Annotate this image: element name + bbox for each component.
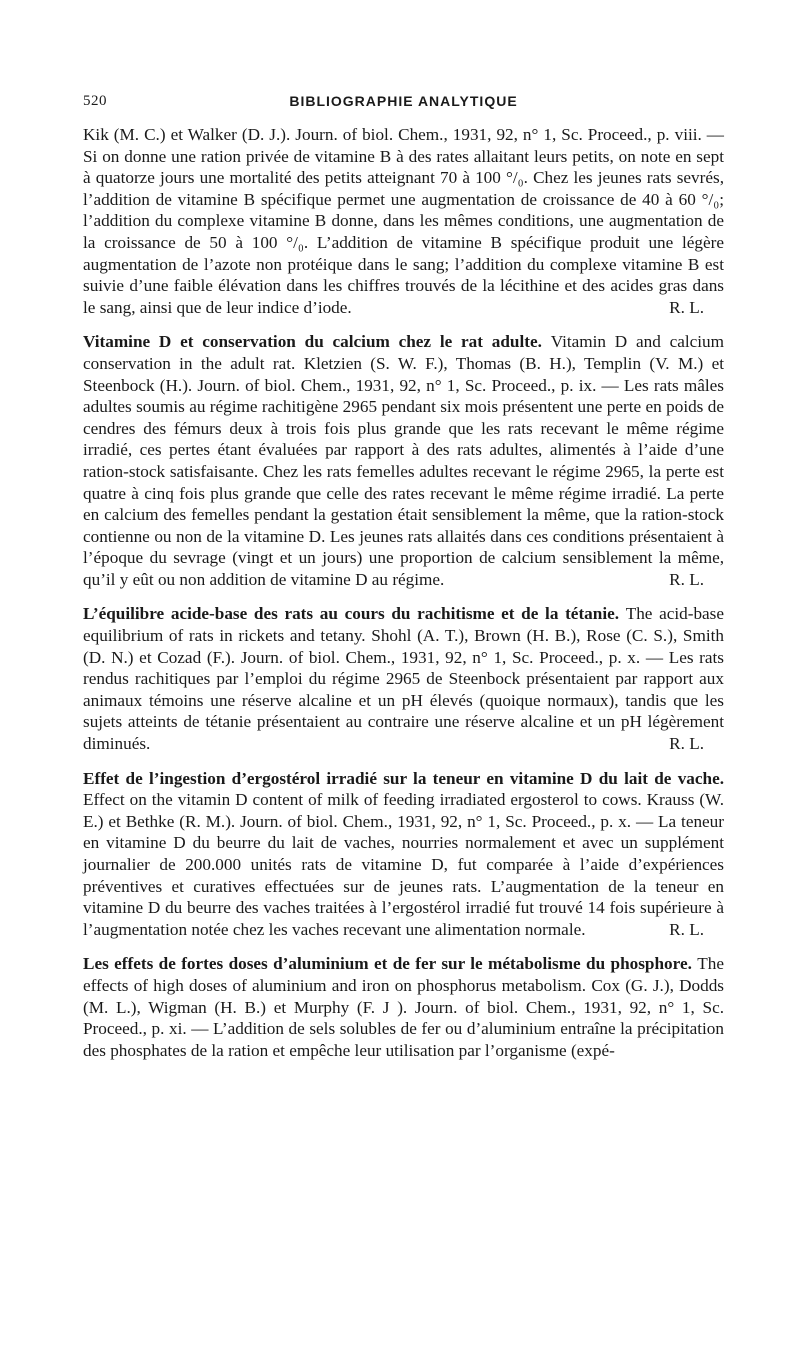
entry-title: L’équilibre acide-base des rats au cours du rachitisme et de la tétanie. [83, 604, 626, 624]
page [83, 0, 724, 1348]
running-header [83, 93, 724, 115]
entry-initials: R. L. [669, 734, 704, 754]
entry-initials: R. L. [669, 297, 704, 317]
abstract-entry [83, 953, 724, 1061]
entry-text: The effects of high doses of aluminium and iron on phosphorus metabolism. Cox (G. J.), Dodds (M. L.), Wigman (H. B.) et Murphy (F. J ). Journ. of biol. Chem., 1931, 92, n° 1, Sc. Proceed., p. xi. — L’addition de sels solubles de fer ou d’aluminium entraîne la précipitation des phosphates de la ration et empêche leur utilisation par l’organisme (expé- [83, 954, 724, 1060]
entry-text: Vitamin D and calcium conservation in the adult rat. Kletzien (S. W. F.), Thomas (B. H.), Templin (V. M.) et Steenbock (H.). Journ. of biol. Chem., 1931, 92, n° 1, Sc. Proceed., p. ix. — Les rats mâles adultes soumis au régime rachitigène 2965 pendant six mois présentent une perte en poids de cendres des fémurs deux à trois fois plus grande que les rats recevant le même régime irradié, ces pertes étant évaluées par rapport à des rats adultes, alimentés à l’aide d’une ration-stock satisfaisante. Chez les rats femelles adultes recevant le régime 2965, la perte est quatre à cinq fois plus grande que celle des rates recevant le même régime irradié. La perte en calcium des femelles pendant la gestation était sensiblement la même, que la ration-stock contienne ou non de la vitamine D. Les jeunes rats allaités dans ces conditions présentaient à l’époque du sevrage (vingt et un jours) une proportion de calcium sensiblement la même, qu’il y eût ou non addition de vitamine D au régime. [83, 332, 724, 589]
entry-text: Effect on the vitamin D content of milk of feeding irradiated ergosterol to cows. Krauss (W. E.) et Bethke (R. M.). Journ. of biol. Chem., 1931, 92, n° 1, Sc. Proceed., p. x. — La teneur en vitamine D du beurre du lait de vaches, nourries normalement et avec un supplément journalier de 200.000 unités rats de vitamine D, fut comparée à l’aide d’expériences préventives et curatives effectuées sur de jeunes rats. L’augmentation de la teneur en vitamine D du beurre des vaches traitées à l’ergostérol irradié fut trouvé 14 fois supérieure à l’augmentation notée chez les vaches recevant une alimentation normale. [83, 790, 724, 939]
article-body [83, 124, 724, 1074]
page-number: 520 [83, 93, 107, 109]
running-title: BIBLIOGRAPHIE ANALYTIQUE [289, 93, 518, 109]
abstract-entry [83, 124, 724, 318]
abstract-entry [83, 331, 724, 590]
entry-title: Effet de l’ingestion d’ergostérol irradié sur la teneur en vitamine D du lait de vache. [83, 768, 724, 788]
entry-initials: R. L. [669, 569, 704, 589]
entry-title: Vitamine D et conservation du calcium chez le rat adulte. [83, 332, 551, 352]
entry-text: The acid-base equilibrium of rats in rickets and tetany. Shohl (A. T.), Brown (H. B.), Rose (C. S.), Smith (D. N.) et Cozad (F.). Journ. of biol. Chem., 1931, 92, n° 1, Sc. Proceed., p. x. — Les rats rendus rachitiques par l’emploi du régime 2965 de Steenbock présentaient par rapport aux animaux témoins une réserve alcaline et un pH élevés (quoique normaux), tandis que les sujets atteints de tétanie présentaient au contraire une réserve alcaline et un pH légèrement diminués. [83, 604, 724, 754]
entry-initials: R. L. [669, 919, 704, 939]
abstract-entry [83, 603, 724, 754]
entry-text: Kik (M. C.) et Walker (D. J.). Journ. of biol. Chem., 1931, 92, n° 1, Sc. Proceed., p. viii. — Si on donne une ration privée de vitamine B à des rates allaitant leurs petits, on note en sept à quatorze jours une mortalité des petits atteignant 70 à 100 °/₀. Chez les jeunes rats sevrés, l’addition de vitamine B spécifique permet une augmentation de croissance de 40 à 60 °/₀; l’addition du complexe vitamine B donne, dans les mêmes conditions, une augmentation de la croissance de 50 à 100 °/₀. L’addition de vitamine B spécifique produit une légère augmentation de l’azote non protéique dans le sang; l’addition du complexe vitamine B est suivie d’une faible élévation dans les chiffres trouvés de la lécithine et des acides gras dans le sang, ainsi que de leur indice d’iode. [83, 125, 724, 317]
entry-title: Les effets de fortes doses d’aluminium et de fer sur le métabolisme du phosphore. [83, 954, 698, 974]
abstract-entry [83, 768, 724, 941]
